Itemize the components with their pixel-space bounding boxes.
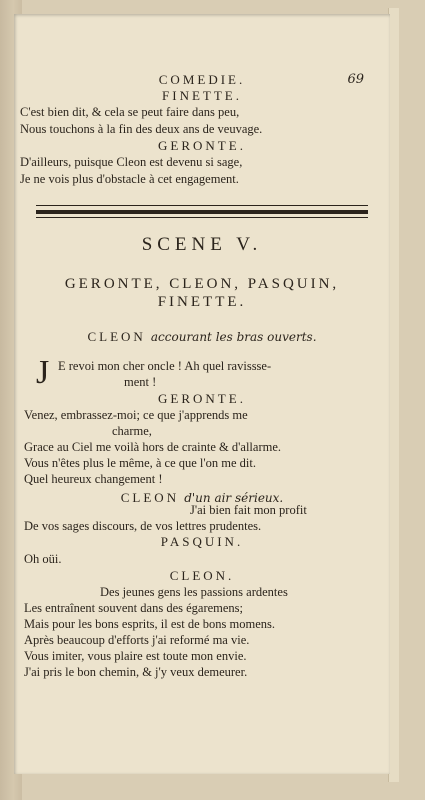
verse-line: Des jeunes gens les passions ardentes — [100, 585, 288, 599]
scene-cast: FINETTE. — [157, 294, 247, 310]
speaker-cleon — [14, 326, 390, 345]
verse-line: E revoi mon cher oncle ! Ah quel ravissse- — [58, 359, 272, 373]
verse-line: charme, — [112, 424, 152, 438]
speaker-geronte: GERONTE. — [158, 138, 246, 153]
stage-direction: accourant les bras ouverts. — [150, 330, 317, 344]
verse-line: J'ai pris le bon chemin, & j'y veux demeurer. — [24, 665, 248, 679]
verse-line: Vous n'êtes plus le même, à ce que l'on me dit. — [24, 456, 257, 470]
verse-line: Venez, embrassez-moi; ce que j'apprends me — [24, 408, 248, 422]
verse-line: Je ne vois plus d'obstacle à cet engagement. — [20, 172, 239, 186]
speaker-name: CLEON — [120, 490, 180, 505]
speaker-pasquin: PASQUIN. — [160, 534, 244, 549]
verse-line: De vos sages discours, de vos lettres prudentes. — [24, 519, 262, 533]
verse-line: ment ! — [124, 375, 157, 389]
speaker-name: CLEON — [87, 329, 146, 344]
drop-capital: J — [36, 354, 50, 391]
verse-line: D'ailleurs, puisque Cleon est devenu si sage, — [20, 155, 243, 169]
scene-cast: GERONTE, CLEON, PASQUIN, — [64, 276, 340, 292]
ornament-rule — [36, 205, 368, 206]
book-page — [14, 14, 390, 774]
verse-line: Les entraînent souvent dans des égaremens; — [24, 601, 244, 615]
verse-line: Oh oüi. — [24, 552, 62, 566]
verse-line: Nous touchons à la fin des deux ans de veuvage. — [20, 122, 263, 136]
verse-line: Grace au Ciel me voilà hors de crainte & d'allarme. — [24, 440, 282, 454]
verse-line: Après beaucoup d'efforts j'ai reformé ma vie. — [24, 633, 250, 647]
verse-line: Mais pour les bons esprits, il est de bons momens. — [24, 617, 276, 631]
stage-direction: d'un air sérieux. — [184, 491, 284, 505]
speaker-cleon: CLEON. — [169, 568, 235, 583]
speaker-finette: FINETTE. — [162, 88, 242, 103]
speaker-geronte: GERONTE. — [158, 391, 246, 406]
page-number: 69 — [347, 72, 364, 87]
ornament-rule — [36, 210, 368, 214]
running-head: COMEDIE. — [158, 72, 246, 87]
scene-title: SCENE V. — [141, 234, 263, 255]
verse-line: J'ai bien fait mon profit — [190, 503, 307, 517]
verse-line: Quel heureux changement ! — [24, 472, 163, 486]
verse-line: Vous imiter, vous plaire est toute mon envie. — [24, 649, 247, 663]
ornament-rule — [36, 217, 368, 218]
verse-line: C'est bien dit, & cela se peut faire dans peu, — [20, 105, 240, 119]
